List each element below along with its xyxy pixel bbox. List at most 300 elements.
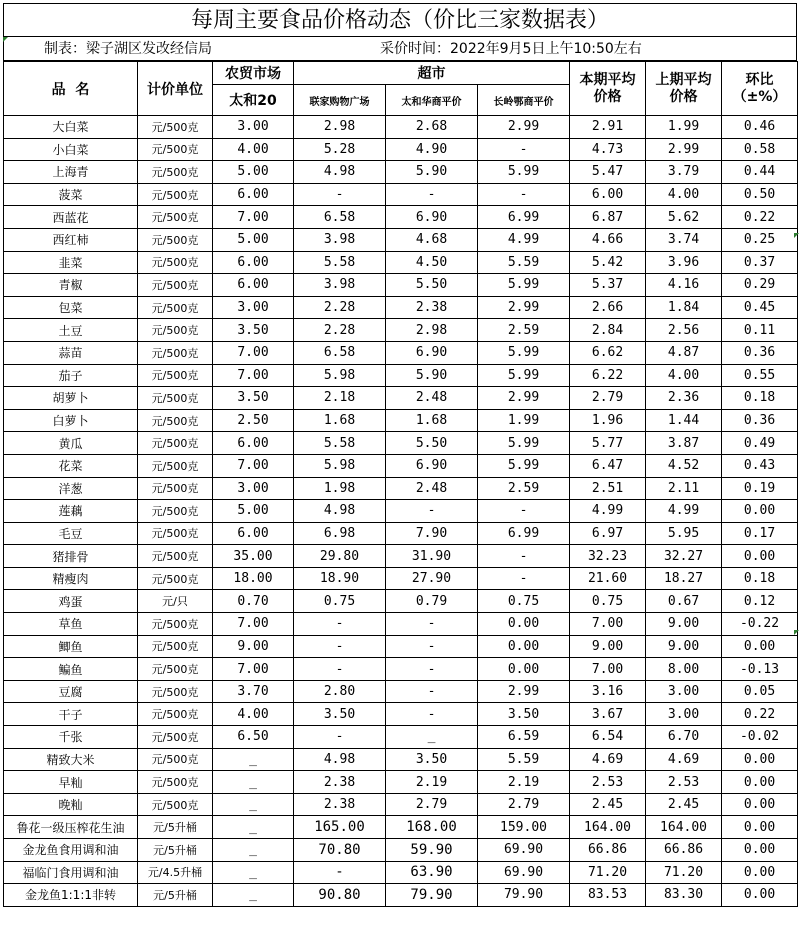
- cell-current-avg: 6.54: [570, 726, 646, 749]
- cell-super3-price: 6.99: [478, 206, 570, 229]
- table-row: [4, 658, 798, 681]
- cell-farm-price: 4.00: [213, 703, 294, 726]
- cell-super3-price: 2.99: [478, 116, 570, 139]
- cell-super3-price: 4.99: [478, 228, 570, 251]
- cell-current-avg: 2.84: [570, 319, 646, 342]
- cell-change: 0.58: [722, 138, 798, 161]
- cell-super1-price: 2.28: [294, 319, 386, 342]
- cell-super3-price: 0.00: [478, 658, 570, 681]
- cell-farm-price: _: [213, 816, 294, 839]
- cell-super2-price: 3.50: [386, 748, 478, 771]
- cell-current-avg: 2.51: [570, 477, 646, 500]
- cell-super3-price: 0.75: [478, 590, 570, 613]
- cell-super1-price: 4.98: [294, 748, 386, 771]
- cell-previous-avg: 1.44: [646, 409, 722, 432]
- cell-change: 0.22: [722, 703, 798, 726]
- cell-super3-price: 79.90: [478, 884, 570, 907]
- table-row: [4, 454, 798, 477]
- cell-previous-avg: 66.86: [646, 839, 722, 862]
- table-row: [4, 500, 798, 523]
- cell-name: 西蓝花: [4, 206, 138, 229]
- cell-super1-price: 5.58: [294, 432, 386, 455]
- cell-super1-price: 2.38: [294, 793, 386, 816]
- cell-name: 鲫鱼: [4, 635, 138, 658]
- cell-super1-price: -: [294, 726, 386, 749]
- cell-super2-price: 2.19: [386, 771, 478, 794]
- cell-unit: 元/500克: [138, 793, 213, 816]
- cell-super2-price: -: [386, 658, 478, 681]
- cell-previous-avg: 1.99: [646, 116, 722, 139]
- cell-current-avg: 5.37: [570, 274, 646, 297]
- cell-unit: 元/500克: [138, 409, 213, 432]
- cell-super2-price: 2.48: [386, 477, 478, 500]
- cell-super3-price: 5.99: [478, 364, 570, 387]
- cell-previous-avg: 32.27: [646, 545, 722, 568]
- cell-super1-price: 2.80: [294, 680, 386, 703]
- header-farm-market: 农贸市场: [213, 62, 294, 85]
- cell-previous-avg: 4.99: [646, 500, 722, 523]
- cell-super3-price: 69.90: [478, 839, 570, 862]
- cell-super1-price: 165.00: [294, 816, 386, 839]
- table-row: [4, 816, 798, 839]
- cell-super3-price: 1.99: [478, 409, 570, 432]
- cell-previous-avg: 6.70: [646, 726, 722, 749]
- cell-current-avg: 6.47: [570, 454, 646, 477]
- cell-change: 0.00: [722, 545, 798, 568]
- cell-current-avg: 6.87: [570, 206, 646, 229]
- cell-change: -0.02: [722, 726, 798, 749]
- cell-super3-price: 2.19: [478, 771, 570, 794]
- cell-change: 0.29: [722, 274, 798, 297]
- cell-super3-price: 0.00: [478, 635, 570, 658]
- table-row: [4, 251, 798, 274]
- cell-change: 0.43: [722, 454, 798, 477]
- cell-farm-price: _: [213, 884, 294, 907]
- cell-farm-price: 7.00: [213, 364, 294, 387]
- cell-change: 0.50: [722, 183, 798, 206]
- cell-super3-price: 5.99: [478, 341, 570, 364]
- cell-current-avg: 6.22: [570, 364, 646, 387]
- table-row: [4, 341, 798, 364]
- cell-farm-price: 7.00: [213, 454, 294, 477]
- cell-name: 鸡蛋: [4, 590, 138, 613]
- cell-super2-price: 6.90: [386, 341, 478, 364]
- cell-unit: 元/500克: [138, 500, 213, 523]
- cell-unit: 元/5升桶: [138, 816, 213, 839]
- cell-current-avg: 2.66: [570, 296, 646, 319]
- cell-super2-price: 5.50: [386, 432, 478, 455]
- cell-current-avg: 2.79: [570, 387, 646, 410]
- cell-name: 莲藕: [4, 500, 138, 523]
- cell-previous-avg: 2.36: [646, 387, 722, 410]
- cell-current-avg: 4.73: [570, 138, 646, 161]
- cell-farm-price: 7.00: [213, 658, 294, 681]
- cell-change: 0.00: [722, 793, 798, 816]
- sheet-title: 每周主要食品价格动态（价比三家数据表）: [3, 3, 797, 37]
- cell-super3-price: 6.59: [478, 726, 570, 749]
- cell-change: 0.44: [722, 161, 798, 184]
- cell-name: 福临门食用调和油: [4, 861, 138, 884]
- table-row: [4, 884, 798, 907]
- cell-current-avg: 5.77: [570, 432, 646, 455]
- cell-super2-price: _: [386, 726, 478, 749]
- cell-previous-avg: 9.00: [646, 613, 722, 636]
- cell-farm-price: 6.00: [213, 251, 294, 274]
- table-row: [4, 116, 798, 139]
- cell-name: 白萝卜: [4, 409, 138, 432]
- cell-farm-price: 7.00: [213, 206, 294, 229]
- cell-super2-price: 2.48: [386, 387, 478, 410]
- cell-current-avg: 83.53: [570, 884, 646, 907]
- cell-unit: 元/500克: [138, 296, 213, 319]
- cell-super3-price: 159.00: [478, 816, 570, 839]
- cell-farm-price: 5.00: [213, 500, 294, 523]
- cell-current-avg: 2.91: [570, 116, 646, 139]
- cell-change: 0.36: [722, 409, 798, 432]
- table-row: [4, 793, 798, 816]
- cell-previous-avg: 2.56: [646, 319, 722, 342]
- cell-farm-price: _: [213, 793, 294, 816]
- cell-name: 精瘦肉: [4, 567, 138, 590]
- cell-super1-price: 6.58: [294, 341, 386, 364]
- cell-name: 蒜苗: [4, 341, 138, 364]
- header-previous-avg: 上期平均 价格: [646, 62, 722, 116]
- table-row: [4, 522, 798, 545]
- cell-super1-price: -: [294, 658, 386, 681]
- cell-super3-price: 2.99: [478, 387, 570, 410]
- table-row: [4, 567, 798, 590]
- cell-unit: 元/500克: [138, 567, 213, 590]
- header-name: 品 名: [4, 62, 138, 116]
- cell-previous-avg: 2.53: [646, 771, 722, 794]
- table-row: [4, 635, 798, 658]
- cell-super2-price: 4.50: [386, 251, 478, 274]
- cell-previous-avg: 3.79: [646, 161, 722, 184]
- cell-unit: 元/500克: [138, 364, 213, 387]
- cell-super2-price: 6.90: [386, 454, 478, 477]
- cell-farm-price: 2.50: [213, 409, 294, 432]
- cell-current-avg: 1.96: [570, 409, 646, 432]
- cell-change: 0.46: [722, 116, 798, 139]
- cell-name: 包菜: [4, 296, 138, 319]
- cell-unit: 元/500克: [138, 680, 213, 703]
- cell-farm-price: 4.00: [213, 138, 294, 161]
- cell-unit: 元/500克: [138, 161, 213, 184]
- cell-name: 金龙鱼1:1:1非转: [4, 884, 138, 907]
- cell-current-avg: 66.86: [570, 839, 646, 862]
- header-super-3: 长岭鄂商平价: [478, 85, 570, 116]
- cell-super1-price: 3.50: [294, 703, 386, 726]
- cell-previous-avg: 8.00: [646, 658, 722, 681]
- cell-super1-price: 2.28: [294, 296, 386, 319]
- cell-super3-price: 69.90: [478, 861, 570, 884]
- cell-name: 土豆: [4, 319, 138, 342]
- cell-super3-price: 5.99: [478, 161, 570, 184]
- cell-previous-avg: 4.69: [646, 748, 722, 771]
- cell-current-avg: 32.23: [570, 545, 646, 568]
- cell-change: 0.00: [722, 748, 798, 771]
- cell-name: 黄瓜: [4, 432, 138, 455]
- cell-super2-price: 2.79: [386, 793, 478, 816]
- cell-super2-price: 4.90: [386, 138, 478, 161]
- cell-super2-price: 168.00: [386, 816, 478, 839]
- cell-unit: 元/500克: [138, 319, 213, 342]
- cell-super3-price: 2.99: [478, 680, 570, 703]
- cell-super2-price: 27.90: [386, 567, 478, 590]
- cell-super1-price: 4.98: [294, 161, 386, 184]
- cell-previous-avg: 4.16: [646, 274, 722, 297]
- cell-farm-price: _: [213, 839, 294, 862]
- cell-current-avg: 2.53: [570, 771, 646, 794]
- cell-super1-price: 1.68: [294, 409, 386, 432]
- cell-current-avg: 6.00: [570, 183, 646, 206]
- cell-super2-price: -: [386, 680, 478, 703]
- cell-change: 0.55: [722, 364, 798, 387]
- cell-super3-price: -: [478, 545, 570, 568]
- cell-change: 0.45: [722, 296, 798, 319]
- cell-unit: 元/500克: [138, 251, 213, 274]
- cell-super2-price: 6.90: [386, 206, 478, 229]
- cell-unit: 元/500克: [138, 477, 213, 500]
- cell-unit: 元/500克: [138, 635, 213, 658]
- cell-previous-avg: 3.96: [646, 251, 722, 274]
- cell-super1-price: -: [294, 635, 386, 658]
- table-row: [4, 771, 798, 794]
- table-row: [4, 274, 798, 297]
- table-row: [4, 228, 798, 251]
- cell-name: 千张: [4, 726, 138, 749]
- header-farm-sub: 太和20: [213, 85, 294, 116]
- cell-current-avg: 2.45: [570, 793, 646, 816]
- cell-farm-price: 35.00: [213, 545, 294, 568]
- cell-super2-price: -: [386, 703, 478, 726]
- cell-farm-price: 6.50: [213, 726, 294, 749]
- cell-change: 0.49: [722, 432, 798, 455]
- cell-super1-price: 29.80: [294, 545, 386, 568]
- cell-current-avg: 9.00: [570, 635, 646, 658]
- cell-name: 胡萝卜: [4, 387, 138, 410]
- header-super-1: 联家购物广场: [294, 85, 386, 116]
- cell-farm-price: 6.00: [213, 274, 294, 297]
- cell-super3-price: 5.99: [478, 454, 570, 477]
- cell-unit: 元/500克: [138, 206, 213, 229]
- cell-super1-price: 5.58: [294, 251, 386, 274]
- corner-marker: [794, 233, 799, 238]
- cell-super3-price: -: [478, 500, 570, 523]
- cell-change: 0.00: [722, 816, 798, 839]
- cell-super3-price: 6.99: [478, 522, 570, 545]
- cell-farm-price: _: [213, 748, 294, 771]
- cell-name: 洋葱: [4, 477, 138, 500]
- cell-super3-price: 2.99: [478, 296, 570, 319]
- table-row: [4, 477, 798, 500]
- cell-farm-price: 3.00: [213, 116, 294, 139]
- cell-current-avg: 5.47: [570, 161, 646, 184]
- cell-farm-price: 5.00: [213, 161, 294, 184]
- cell-current-avg: 4.69: [570, 748, 646, 771]
- cell-name: 精致大米: [4, 748, 138, 771]
- table-row: [4, 409, 798, 432]
- cell-name: 鲁花一级压榨花生油: [4, 816, 138, 839]
- table-row: [4, 387, 798, 410]
- maker-label: 制表：梁子湖区发改经信局: [44, 41, 212, 57]
- table-row: [4, 726, 798, 749]
- table-row: [4, 703, 798, 726]
- cell-farm-price: _: [213, 861, 294, 884]
- cell-previous-avg: 83.30: [646, 884, 722, 907]
- cell-previous-avg: 1.84: [646, 296, 722, 319]
- cell-super2-price: 7.90: [386, 522, 478, 545]
- cell-super3-price: 5.99: [478, 432, 570, 455]
- table-row: [4, 680, 798, 703]
- cell-change: -0.22: [722, 613, 798, 636]
- cell-change: 0.22: [722, 206, 798, 229]
- cell-super1-price: 4.98: [294, 500, 386, 523]
- cell-super3-price: 5.59: [478, 251, 570, 274]
- cell-name: 鳊鱼: [4, 658, 138, 681]
- cell-farm-price: 3.70: [213, 680, 294, 703]
- cell-farm-price: 3.50: [213, 319, 294, 342]
- cell-change: 0.05: [722, 680, 798, 703]
- cell-change: 0.18: [722, 387, 798, 410]
- cell-change: 0.37: [722, 251, 798, 274]
- cell-previous-avg: 5.95: [646, 522, 722, 545]
- cell-super1-price: 6.58: [294, 206, 386, 229]
- sheet-meta: [3, 37, 797, 61]
- header-change: 环比 （±%）: [722, 62, 798, 116]
- table-row: [4, 613, 798, 636]
- cell-previous-avg: 3.87: [646, 432, 722, 455]
- cell-super2-price: -: [386, 635, 478, 658]
- cell-current-avg: 164.00: [570, 816, 646, 839]
- cell-change: 0.36: [722, 341, 798, 364]
- cell-name: 草鱼: [4, 613, 138, 636]
- cell-farm-price: 0.70: [213, 590, 294, 613]
- cell-unit: 元/4.5升桶: [138, 861, 213, 884]
- cell-change: 0.19: [722, 477, 798, 500]
- cell-super2-price: 5.90: [386, 364, 478, 387]
- cell-super2-price: 79.90: [386, 884, 478, 907]
- cell-farm-price: 7.00: [213, 341, 294, 364]
- cell-name: 毛豆: [4, 522, 138, 545]
- cell-change: 0.00: [722, 861, 798, 884]
- cell-name: 茄子: [4, 364, 138, 387]
- cell-super2-price: -: [386, 613, 478, 636]
- cell-super2-price: 0.79: [386, 590, 478, 613]
- cell-name: 韭菜: [4, 251, 138, 274]
- cell-current-avg: 21.60: [570, 567, 646, 590]
- cell-current-avg: 71.20: [570, 861, 646, 884]
- cell-previous-avg: 0.67: [646, 590, 722, 613]
- cell-unit: 元/500克: [138, 726, 213, 749]
- cell-super1-price: 1.98: [294, 477, 386, 500]
- cell-name: 大白菜: [4, 116, 138, 139]
- cell-super1-price: 6.98: [294, 522, 386, 545]
- cell-farm-price: 3.50: [213, 387, 294, 410]
- cell-farm-price: 3.00: [213, 477, 294, 500]
- cell-current-avg: 6.62: [570, 341, 646, 364]
- cell-farm-price: 18.00: [213, 567, 294, 590]
- cell-previous-avg: 2.99: [646, 138, 722, 161]
- cell-change: -0.13: [722, 658, 798, 681]
- cell-super3-price: -: [478, 183, 570, 206]
- cell-change: 0.25: [722, 228, 798, 251]
- cell-farm-price: 9.00: [213, 635, 294, 658]
- cell-current-avg: 7.00: [570, 613, 646, 636]
- cell-super2-price: 63.90: [386, 861, 478, 884]
- cell-unit: 元/只: [138, 590, 213, 613]
- cell-unit: 元/500克: [138, 454, 213, 477]
- cell-change: 0.00: [722, 500, 798, 523]
- cell-super3-price: 2.79: [478, 793, 570, 816]
- cell-current-avg: 4.99: [570, 500, 646, 523]
- header-supermarket: 超市: [294, 62, 570, 85]
- cell-farm-price: 7.00: [213, 613, 294, 636]
- header-unit: 计价单位: [138, 62, 213, 116]
- cell-unit: 元/500克: [138, 341, 213, 364]
- cell-name: 晚籼: [4, 793, 138, 816]
- cell-unit: 元/500克: [138, 274, 213, 297]
- cell-previous-avg: 4.00: [646, 364, 722, 387]
- header-super-2: 太和华商平价: [386, 85, 478, 116]
- cell-unit: 元/500克: [138, 116, 213, 139]
- cell-unit: 元/500克: [138, 613, 213, 636]
- cell-super2-price: -: [386, 500, 478, 523]
- table-row: [4, 138, 798, 161]
- cell-super3-price: 0.00: [478, 613, 570, 636]
- cell-unit: 元/500克: [138, 703, 213, 726]
- cell-farm-price: 6.00: [213, 183, 294, 206]
- cell-change: 0.00: [722, 771, 798, 794]
- cell-super1-price: 3.98: [294, 274, 386, 297]
- cell-super2-price: 2.98: [386, 319, 478, 342]
- cell-name: 豆腐: [4, 680, 138, 703]
- cell-name: 干子: [4, 703, 138, 726]
- corner-marker: [3, 37, 8, 42]
- cell-super1-price: 70.80: [294, 839, 386, 862]
- cell-super3-price: 2.59: [478, 477, 570, 500]
- cell-super1-price: -: [294, 613, 386, 636]
- cell-super2-price: 5.50: [386, 274, 478, 297]
- cell-super1-price: 5.98: [294, 454, 386, 477]
- cell-super1-price: -: [294, 183, 386, 206]
- cell-previous-avg: 2.11: [646, 477, 722, 500]
- cell-change: 0.17: [722, 522, 798, 545]
- cell-name: 菠菜: [4, 183, 138, 206]
- cell-super1-price: 5.28: [294, 138, 386, 161]
- cell-super3-price: 2.59: [478, 319, 570, 342]
- cell-super1-price: -: [294, 861, 386, 884]
- table-row: [4, 432, 798, 455]
- cell-name: 猪排骨: [4, 545, 138, 568]
- cell-previous-avg: 3.00: [646, 703, 722, 726]
- cell-previous-avg: 71.20: [646, 861, 722, 884]
- table-row: [4, 206, 798, 229]
- cell-super3-price: -: [478, 138, 570, 161]
- cell-current-avg: 3.16: [570, 680, 646, 703]
- cell-change: 0.11: [722, 319, 798, 342]
- cell-super2-price: 1.68: [386, 409, 478, 432]
- cell-super1-price: 2.38: [294, 771, 386, 794]
- cell-farm-price: _: [213, 771, 294, 794]
- cell-super1-price: 3.98: [294, 228, 386, 251]
- cell-super2-price: 5.90: [386, 161, 478, 184]
- cell-super1-price: 2.18: [294, 387, 386, 410]
- cell-farm-price: 6.00: [213, 432, 294, 455]
- cell-super2-price: 4.68: [386, 228, 478, 251]
- cell-unit: 元/5升桶: [138, 839, 213, 862]
- cell-previous-avg: 5.62: [646, 206, 722, 229]
